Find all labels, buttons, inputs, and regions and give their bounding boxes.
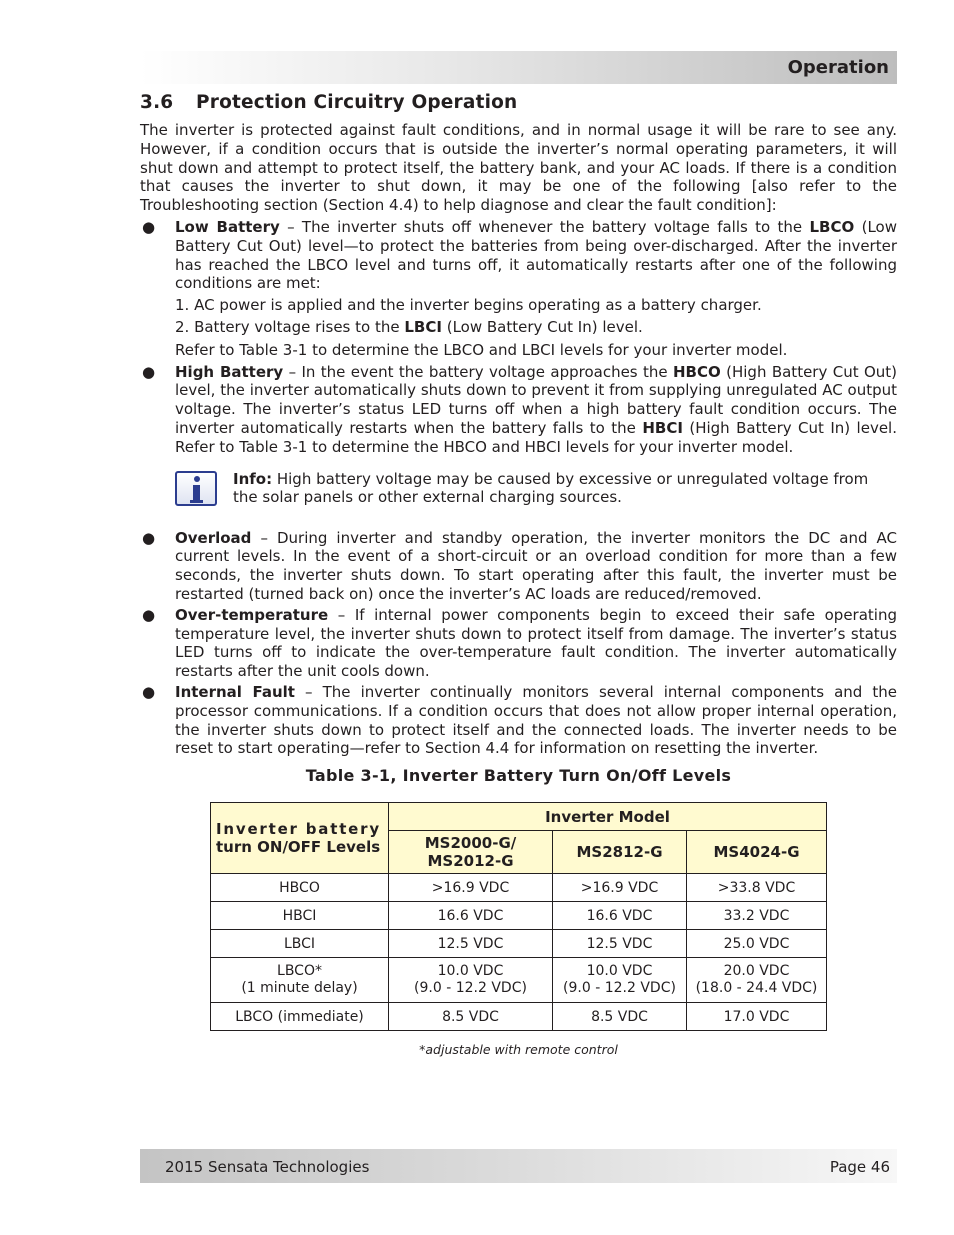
low-battery-item-2 <box>175 318 897 337</box>
high-battery-text-a: – In the event the battery voltage approaches the <box>283 362 673 381</box>
table-cell: 25.0 VDC <box>687 930 827 958</box>
table-cell: 12.5 VDC <box>389 930 553 958</box>
page-header-bar <box>140 51 897 84</box>
lbco-term: LBCO <box>809 217 855 236</box>
row-label: LBCI <box>211 930 389 958</box>
info-note <box>175 470 897 515</box>
footer-copyright: 2015 Sensata Technologies <box>165 1158 370 1176</box>
row-label-line-1: LBCO* <box>277 963 322 979</box>
table-cell: 12.5 VDC <box>553 930 687 958</box>
section-title: Protection Circuitry Operation <box>196 92 518 113</box>
table-row <box>211 930 827 958</box>
bullet-overload <box>140 529 897 604</box>
table-cell: >33.8 VDC <box>687 874 827 902</box>
bullet-low-battery <box>140 218 897 360</box>
table-row <box>211 874 827 902</box>
low-battery-refer: Refer to Table 3-1 to determine the LBCO and LBCI levels for your inverter model. <box>175 340 788 359</box>
footer-page-number: Page 46 <box>829 1158 890 1176</box>
header-title: Operation <box>787 57 889 78</box>
table-cell: 16.6 VDC <box>553 902 687 930</box>
info-icon <box>175 471 217 506</box>
page-content <box>140 92 898 1057</box>
info-label: Info: <box>233 469 273 488</box>
corner-line-2: turn ON/OFF Levels <box>216 838 381 856</box>
table-row <box>211 902 827 930</box>
table-cell: >16.9 VDC <box>389 874 553 902</box>
table-cell: 33.2 VDC <box>687 902 827 930</box>
row-label: HBCO <box>211 874 389 902</box>
section-heading <box>140 92 897 113</box>
section-number: 3.6 <box>140 92 174 113</box>
high-battery-text-b: (High Battery Cut Out) level, the inverter automatically shuts down to prevent it from supplying unregulated AC output voltage. The inverter’s status LED turns off when a high battery fault condition occurs. The inverter automatically restarts when the battery falls to the <box>175 362 898 437</box>
table-cell: 8.5 VDC <box>389 1003 553 1031</box>
row-label-line-2: (1 minute delay) <box>241 980 358 996</box>
model-col-1-header <box>389 831 553 874</box>
overload-text <box>175 529 897 604</box>
overload-term: Overload <box>175 528 252 547</box>
model-col-2-header: MS2812-G <box>553 831 687 874</box>
internal-fault-term: Internal Fault <box>175 682 295 701</box>
cell-line-1: 10.0 VDC <box>437 963 504 979</box>
low-battery-text-a: – The inverter shuts off whenever the battery voltage falls to the <box>279 217 810 236</box>
intro-paragraph: The inverter is protected against fault conditions, and in normal usage it will be rare to see any. However, if a condition occurs that is outside the inverter’s normal operating parameters, it will shut down and attempt to protect itself, the battery bank, and your AC loads. If there is a condition that causes the inverter to shut down, it may be one of the following [also refer to the Troubleshooting section (Section 4.4) to help diagnose and clear the fault condition]: <box>140 121 897 215</box>
cell-line-2: (9.0 - 12.2 VDC) <box>414 980 527 996</box>
internal-fault-body: – The inverter continually monitors several internal components and the processor communications. If a condition occurs that does not allow proper internal operation, the inverter shuts down to protect itself and the connected loads. The inverter needs to be reset to start operating—refer to Section 4.4 for information on resetting the inverter. <box>175 682 897 758</box>
cell-line-2: (18.0 - 24.4 VDC) <box>695 980 818 996</box>
row-label <box>211 958 389 1003</box>
lbci-term: LBCI <box>404 317 442 336</box>
over-temperature-term: Over-temperature <box>175 605 329 624</box>
table-cell: 16.6 VDC <box>389 902 553 930</box>
bullet-internal-fault <box>140 683 897 758</box>
bullet-dot: ● <box>142 217 156 236</box>
corner-line-1: Inverter battery <box>216 820 381 838</box>
internal-fault-text <box>175 683 897 758</box>
cell-line-2: (9.0 - 12.2 VDC) <box>563 980 676 996</box>
bullet-high-battery <box>140 363 897 457</box>
inverter-model-header: Inverter Model <box>389 803 827 831</box>
table-cell: 17.0 VDC <box>687 1003 827 1031</box>
low-battery-term: Low Battery <box>175 217 280 236</box>
table-cell <box>389 958 553 1003</box>
low-battery-text <box>175 218 897 293</box>
table-corner-header <box>211 803 389 874</box>
page-footer-bar <box>140 1149 897 1183</box>
low-battery-text-b: (Low Battery Cut Out) level—to protect the batteries from being over-discharged. After the inverter has reached the LBCO level and turns off, it automatically restarts after one of the following conditions are met: <box>175 217 897 293</box>
item2-text-b: (Low Battery Cut In) level. <box>441 317 643 336</box>
row-label: HBCI <box>211 902 389 930</box>
bullet-dot: ● <box>142 362 156 381</box>
table-cell <box>553 958 687 1003</box>
low-battery-item-1: 1. AC power is applied and the inverter begins operating as a battery charger. <box>175 296 762 315</box>
info-text <box>233 470 897 508</box>
over-temperature-body: – If internal power components begin to exceed their safe operating temperature level, the inverter shuts down to protect itself from damage. The inverter’s status LED turns off to indicate the over-temperature fault condition. The inverter automatically restarts after the unit cools down. <box>175 605 897 681</box>
over-temperature-text <box>175 606 897 681</box>
high-battery-text <box>175 363 897 457</box>
col1-line-1: MS2000-G/ <box>424 834 517 852</box>
cell-line-1: 20.0 VDC <box>723 963 790 979</box>
battery-levels-table <box>210 802 827 1031</box>
table-footnote: *adjustable with remote control <box>419 1042 618 1057</box>
col1-line-2: MS2012-G <box>427 852 514 870</box>
overload-body: – During inverter and standby operation, the inverter monitors the DC and AC current levels. In the event of a short-circuit or an overload condition for more than a few seconds, the inverter shuts down. To start operating after this fault, the inverter must be restarted (turned back on) once the inverter’s AC loads are reduced/removed. <box>175 528 897 603</box>
model-col-3-header: MS4024-G <box>687 831 827 874</box>
bullet-dot: ● <box>142 682 156 701</box>
info-body: High battery voltage may be caused by excessive or unregulated voltage from the solar panels or other external charging sources. <box>233 469 869 507</box>
table-row <box>211 958 827 1003</box>
bullet-dot: ● <box>142 605 156 624</box>
item2-text-a: 2. Battery voltage rises to the <box>175 317 405 336</box>
high-battery-text-c: (High Battery Cut In) level. Refer to Table 3-1 to determine the HBCO and HBCI levels for your inverter model. <box>175 418 897 456</box>
row-label: LBCO (immediate) <box>211 1003 389 1031</box>
hbci-term: HBCI <box>642 418 683 437</box>
table-cell <box>687 958 827 1003</box>
hbco-term: HBCO <box>673 362 721 381</box>
cell-line-1: 10.0 VDC <box>586 963 653 979</box>
table-row <box>211 1003 827 1031</box>
bullet-over-temperature <box>140 606 897 681</box>
table-caption: Table 3-1, Inverter Battery Turn On/Off Levels <box>305 766 732 786</box>
table-cell: >16.9 VDC <box>553 874 687 902</box>
table-cell: 8.5 VDC <box>553 1003 687 1031</box>
bullet-dot: ● <box>142 528 156 547</box>
high-battery-term: High Battery <box>175 362 284 381</box>
